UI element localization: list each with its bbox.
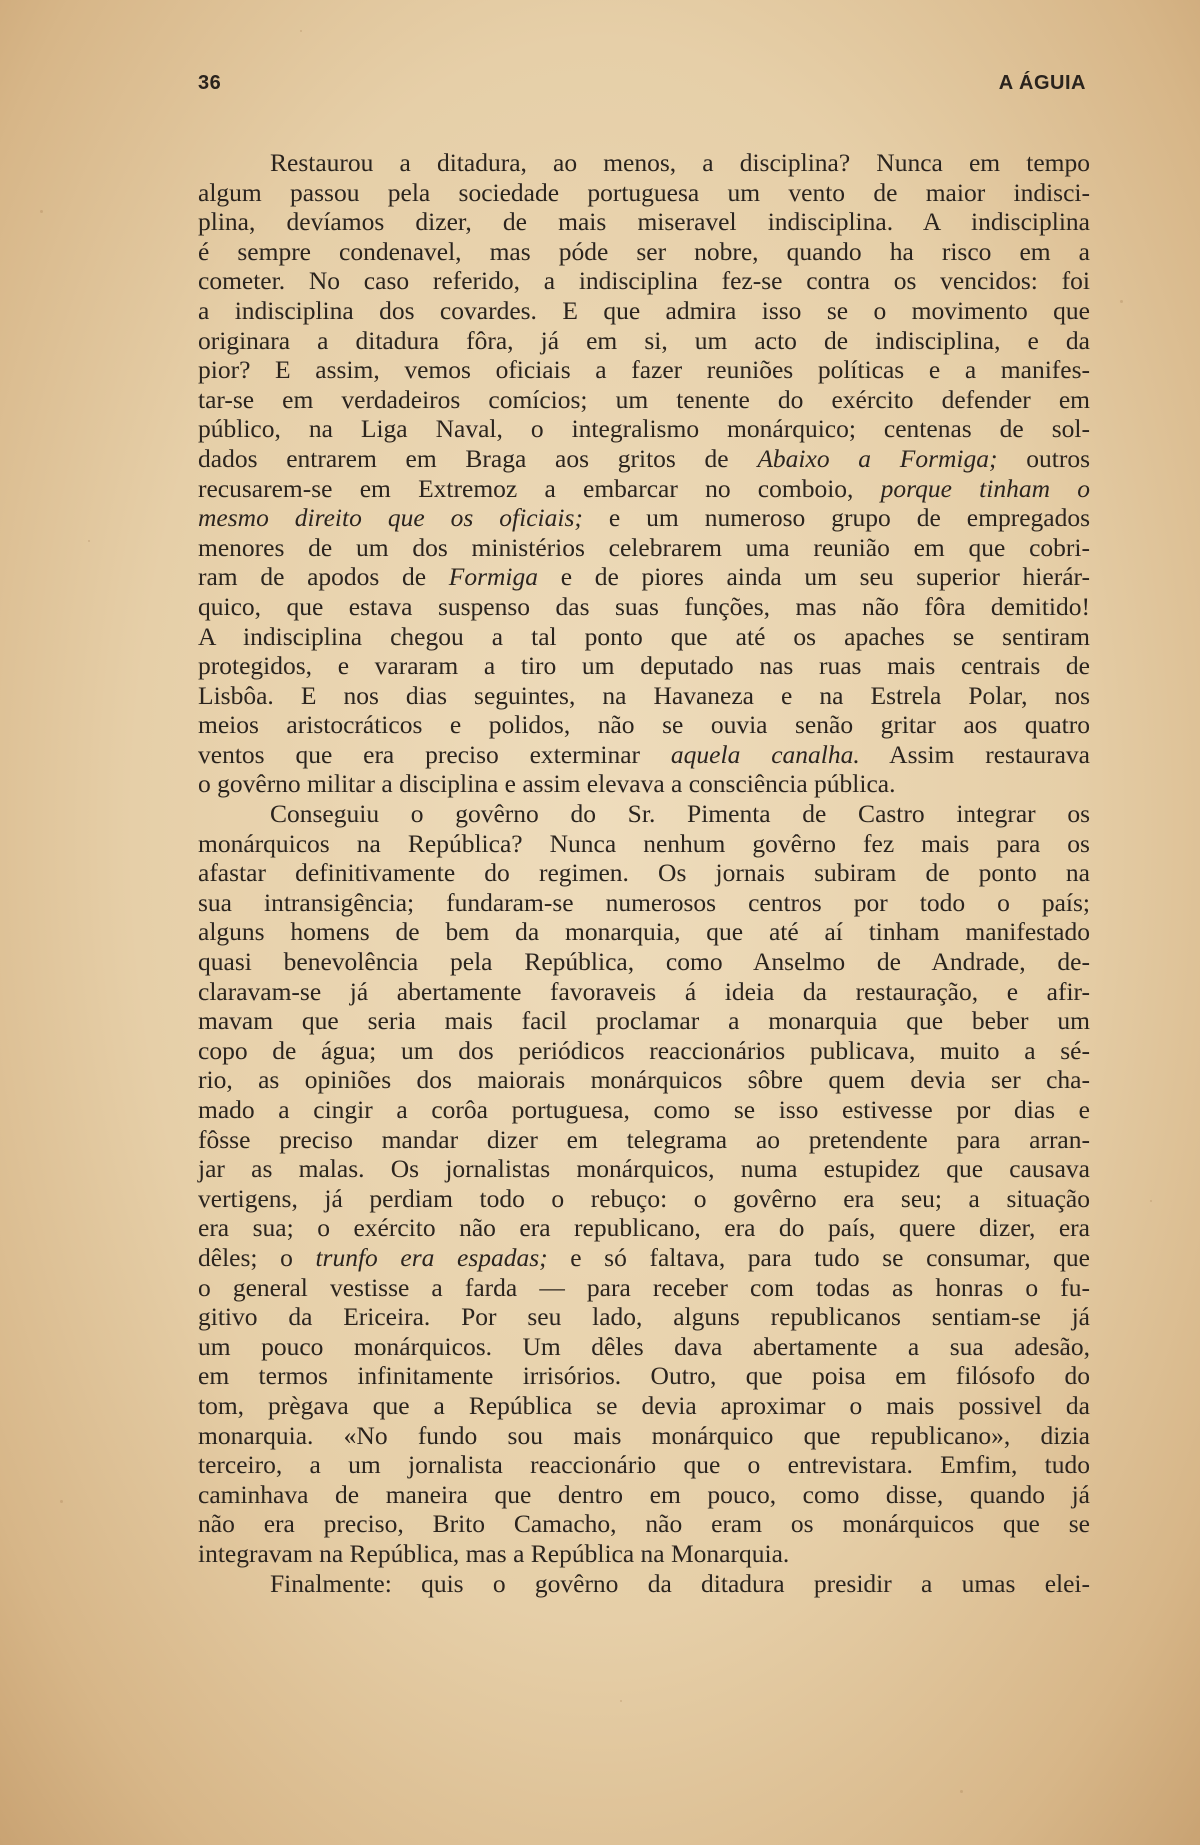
text-run: integravam na República, mas a República na Monarquia. xyxy=(198,1538,790,1568)
text-line xyxy=(198,799,1090,829)
text-run: vertigens, já perdiam todo o rebuço: o govêrno era seu; a situação xyxy=(198,1183,1090,1213)
text-line xyxy=(198,1450,1090,1480)
text-run: Finalmente: quis o govêrno da ditadura presidir a umas elei- xyxy=(270,1568,1090,1598)
text-run: a indisciplina dos covardes. E que admira isso se o movimento que xyxy=(198,295,1090,325)
italic-phrase: porque tinham o xyxy=(880,473,1090,503)
text-line xyxy=(198,1065,1090,1095)
text-run: caminhava de maneira que dentro em pouco, como disse, quando já xyxy=(198,1479,1090,1509)
paper-speckle xyxy=(60,1500,63,1503)
text-line xyxy=(198,888,1090,918)
italic-phrase: mesmo direito que os oficiais; xyxy=(198,503,583,533)
text-run: Assim restaurava xyxy=(859,739,1090,769)
italic-phrase: Formiga xyxy=(448,562,539,592)
text-line xyxy=(198,1213,1090,1243)
text-line xyxy=(198,1509,1090,1539)
text-line xyxy=(198,740,1090,770)
italic-phrase: Abaixo a Formiga; xyxy=(757,443,998,473)
text-line xyxy=(198,385,1090,415)
text-line xyxy=(198,769,1090,799)
text-run: afastar definitivamente do regimen. Os jornais subiram de ponto na xyxy=(198,858,1090,888)
page-number: 36 xyxy=(198,72,222,94)
paper-speckle xyxy=(1120,300,1123,303)
paper-speckle xyxy=(40,210,43,213)
text-line xyxy=(198,1569,1090,1599)
text-run: A indisciplina chegou a tal ponto que até os apaches se sentiram xyxy=(198,621,1090,651)
paper-speckle xyxy=(300,30,302,32)
text-line xyxy=(198,1480,1090,1510)
running-head: A ÁGUIA xyxy=(998,72,1086,94)
text-run: originara a ditadura fôra, já em si, um acto de indisciplina, e da xyxy=(198,325,1090,355)
text-line xyxy=(198,1421,1090,1451)
text-line xyxy=(198,1273,1090,1303)
text-run: mado a cingir a corôa portuguesa, como se isso estivesse por dias e xyxy=(198,1095,1090,1124)
text-run: dêles; o xyxy=(198,1242,316,1272)
text-line xyxy=(198,917,1090,947)
text-line xyxy=(198,414,1090,444)
text-line xyxy=(198,1332,1090,1362)
text-line xyxy=(198,355,1090,385)
text-line xyxy=(198,148,1090,178)
text-line xyxy=(198,1036,1090,1066)
text-run: terceiro, a um jornalista reaccionário que o entrevistara. Emfim, tudo xyxy=(198,1450,1090,1480)
text-line xyxy=(198,1125,1090,1155)
text-run: fôsse preciso mandar dizer em telegrama ao pretendente para arran- xyxy=(198,1124,1090,1154)
text-run: e só faltava, para tudo se consumar, que xyxy=(547,1242,1090,1272)
text-run: público, na Liga Naval, o integralismo monárquico; centenas de sol- xyxy=(198,414,1090,444)
text-run: quico, que estava suspenso das suas funções, mas não fôra demitido! xyxy=(198,591,1090,621)
text-line xyxy=(198,977,1090,1007)
text-line xyxy=(198,1184,1090,1214)
text-run: Conseguiu o govêrno do Sr. Pimenta de Castro integrar os xyxy=(270,799,1090,829)
text-run: meios aristocráticos e polidos, não se ouvia senão gritar aos quatro xyxy=(198,710,1090,740)
page-header xyxy=(198,72,1086,108)
text-run: plina, devíamos dizer, de mais miseravel indisciplina. A indisciplina xyxy=(198,207,1090,237)
text-line xyxy=(198,858,1090,888)
italic-phrase: trunfo era espadas; xyxy=(315,1242,548,1272)
text-line xyxy=(198,444,1090,474)
text-line xyxy=(198,178,1090,208)
text-run: recusarem-se em Extremoz a embarcar no comboio, xyxy=(198,473,881,503)
body-text xyxy=(198,148,1090,1598)
text-run: outros xyxy=(997,443,1090,473)
text-run: era sua; o exército não era republicano, era do país, quere dizer, era xyxy=(198,1213,1090,1243)
text-run: não era preciso, Brito Camacho, não eram os monárquicos que se xyxy=(198,1509,1090,1539)
text-run: rio, as opiniões dos maiorais monárquicos sôbre quem devia ser cha- xyxy=(198,1065,1090,1095)
text-run: gitivo da Ericeira. Por seu lado, alguns republicanos sentiam-se já xyxy=(198,1302,1090,1332)
paper-speckle xyxy=(1150,1200,1152,1202)
text-run: copo de água; um dos periódicos reaccionários publicava, muito a sé- xyxy=(198,1035,1090,1065)
text-run: é sempre condenavel, mas póde ser nobre, quando ha risco em a xyxy=(198,236,1090,266)
text-line xyxy=(198,562,1090,592)
text-run: monarquia. «No fundo sou mais monárquico que republicano», dizia xyxy=(198,1420,1090,1450)
text-line xyxy=(198,296,1090,326)
text-run: menores de um dos ministérios celebrarem uma reunião em que cobri- xyxy=(198,532,1090,562)
text-run: sua intransigência; fundaram-se numerosos centros por todo o país; xyxy=(198,887,1090,917)
text-line xyxy=(198,503,1090,533)
text-line xyxy=(198,237,1090,267)
text-line xyxy=(198,1095,1090,1125)
text-line xyxy=(198,592,1090,622)
text-run: protegidos, e vararam a tiro um deputado nas ruas mais centrais de xyxy=(198,651,1090,681)
text-line xyxy=(198,1154,1090,1184)
text-line xyxy=(198,829,1090,859)
text-line xyxy=(198,1391,1090,1421)
text-run: monárquicos na República? Nunca nenhum govêrno fez mais para os xyxy=(198,828,1090,858)
text-run: Lisbôa. E nos dias seguintes, na Havaneza e na Estrela Polar, nos xyxy=(198,680,1090,710)
italic-phrase: aquela canalha. xyxy=(670,739,860,769)
text-line xyxy=(198,1302,1090,1332)
text-run: mavam que seria mais facil proclamar a monarquia que beber um xyxy=(198,1006,1090,1036)
text-line xyxy=(198,622,1090,652)
text-run: quasi benevolência pela República, como Anselmo de Andrade, de- xyxy=(198,947,1090,977)
text-run: tom, prègava que a República se devia aproximar o mais possivel da xyxy=(198,1390,1090,1420)
text-run: dados entrarem em Braga aos gritos de xyxy=(198,443,758,473)
text-line xyxy=(198,1006,1090,1036)
text-line xyxy=(198,1539,1090,1569)
text-run: cometer. No caso referido, a indisciplina fez-se contra os vencidos: foi xyxy=(198,266,1090,296)
text-line xyxy=(198,947,1090,977)
text-line xyxy=(198,207,1090,237)
text-line xyxy=(198,1361,1090,1391)
text-line xyxy=(198,681,1090,711)
text-run: ram de apodos de xyxy=(198,562,449,592)
text-run: Restaurou a ditadura, ao menos, a disciplina? Nunca em tempo xyxy=(270,148,1090,177)
text-run: tar-se em verdadeiros comícios; um tenente do exército defender em xyxy=(198,384,1090,414)
text-run: algum passou pela sociedade portuguesa um vento de maior indisci- xyxy=(198,177,1090,207)
text-line xyxy=(198,533,1090,563)
text-line xyxy=(198,651,1090,681)
text-run: ventos que era preciso exterminar xyxy=(198,739,671,769)
text-line xyxy=(198,474,1090,504)
text-line xyxy=(198,326,1090,356)
text-run: em termos infinitamente irrisórios. Outro, que poisa em filósofo do xyxy=(198,1361,1090,1391)
text-run: jar as malas. Os jornalistas monárquicos, numa estupidez que causava xyxy=(198,1154,1090,1184)
text-line xyxy=(198,1243,1090,1273)
text-run: e de piores ainda um seu superior hierár- xyxy=(538,562,1090,592)
text-run: claravam-se já abertamente favoraveis á ideia da restauração, e afir- xyxy=(198,976,1090,1006)
text-run: o general vestisse a farda — para receber com todas as honras o fu- xyxy=(198,1272,1090,1302)
paper-speckle xyxy=(960,1790,963,1793)
paper-speckle xyxy=(88,540,90,542)
text-run: um pouco monárquicos. Um dêles dava abertamente a sua adesão, xyxy=(198,1331,1090,1361)
text-run: o govêrno militar a disciplina e assim elevava a consciência pública. xyxy=(198,769,896,799)
text-line xyxy=(198,266,1090,296)
text-run: e um numeroso grupo de empregados xyxy=(582,503,1090,533)
text-line xyxy=(198,710,1090,740)
text-run: pior? E assim, vemos oficiais a fazer reuniões políticas e a manifes- xyxy=(198,355,1090,385)
paper-speckle xyxy=(620,1700,622,1702)
text-run: alguns homens de bem da monarquia, que até aí tinham manifestado xyxy=(198,917,1090,947)
